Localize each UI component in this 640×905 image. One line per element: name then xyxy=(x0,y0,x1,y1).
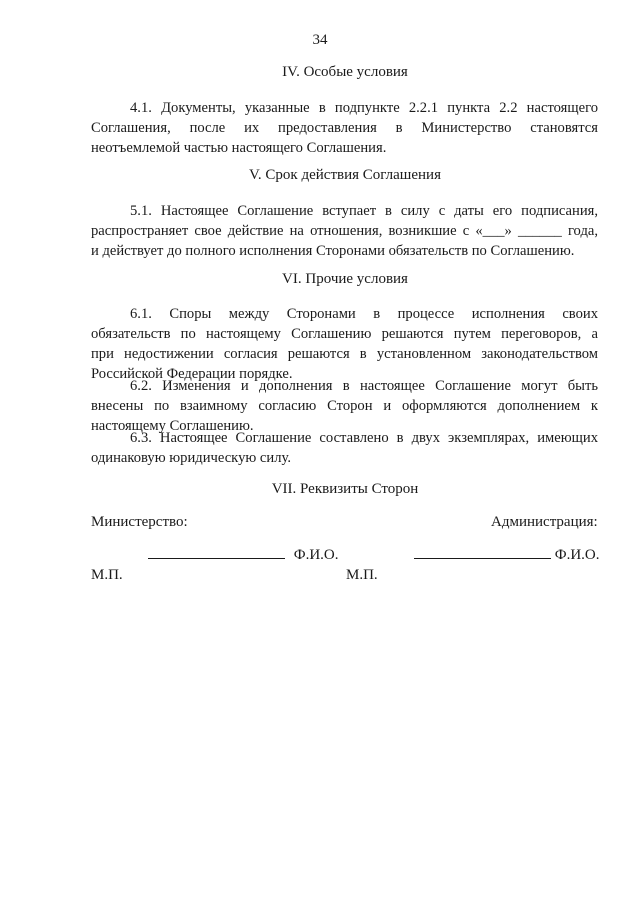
section-4-heading: IV. Особые условия xyxy=(282,64,408,80)
left-signature-line-block xyxy=(148,547,339,564)
page-number: 34 xyxy=(312,32,328,48)
left-seal-label: М.П. xyxy=(91,567,123,583)
left-party-label: Министерство: xyxy=(91,514,188,530)
right-signature-line xyxy=(414,557,551,559)
paragraph-line: настоящему Соглашению. xyxy=(91,418,254,434)
paragraph-line: распространяет свое действие на отношения, возникшие с «___» ______ года, xyxy=(91,223,598,239)
right-fio-label: Ф.И.О. xyxy=(554,547,600,563)
paragraph-line: 6.2. Изменения и дополнения в настоящее Соглашение могут быть xyxy=(130,378,598,394)
paragraph-line: 6.1. Споры между Сторонами в процессе исполнения своих xyxy=(130,306,598,322)
left-signature-line xyxy=(148,557,285,559)
paragraph-line: внесены по взаимному согласию Сторон и оформляются дополнением к xyxy=(91,398,598,414)
paragraph-line: 6.3. Настоящее Соглашение составлено в двух экземплярах, имеющих xyxy=(130,430,598,446)
paragraph-line: Российской Федерации порядке. xyxy=(91,366,293,382)
paragraph-line: при недостижении согласия решаются в установленном законодательством xyxy=(91,346,598,362)
left-fio-label: Ф.И.О. xyxy=(293,547,339,563)
paragraph-line: 4.1. Документы, указанные в подпункте 2.2.1 пункта 2.2 настоящего xyxy=(130,100,598,116)
paragraph-line: одинаковую юридическую силу. xyxy=(91,450,291,466)
section-5-heading: V. Срок действия Соглашения xyxy=(249,167,441,183)
right-party-label: Администрация: xyxy=(491,514,598,530)
paragraph-6-3 xyxy=(91,428,598,468)
paragraph-6-2 xyxy=(91,376,598,436)
paragraph-5-1 xyxy=(91,201,598,261)
paragraph-line: Соглашения, после их предоставления в Министерство становятся xyxy=(91,120,598,136)
section-7-heading: VII. Реквизиты Сторон xyxy=(271,481,419,497)
section-6-heading: VI. Прочие условия xyxy=(282,271,408,287)
right-seal-label: М.П. xyxy=(346,567,378,583)
paragraph-line: и действует до полного исполнения Сторонами обязательств по Соглашению. xyxy=(91,243,575,259)
paragraph-line: неотъемлемой частью настоящего Соглашения. xyxy=(91,140,387,156)
paragraph-4-1 xyxy=(91,98,598,158)
paragraph-6-1 xyxy=(91,304,598,384)
paragraph-line: обязательств по настоящему Соглашению решаются путем переговоров, а xyxy=(91,326,598,342)
paragraph-line: 5.1. Настоящее Соглашение вступает в силу с даты его подписания, xyxy=(130,203,598,219)
right-signature-line-block xyxy=(414,547,600,564)
